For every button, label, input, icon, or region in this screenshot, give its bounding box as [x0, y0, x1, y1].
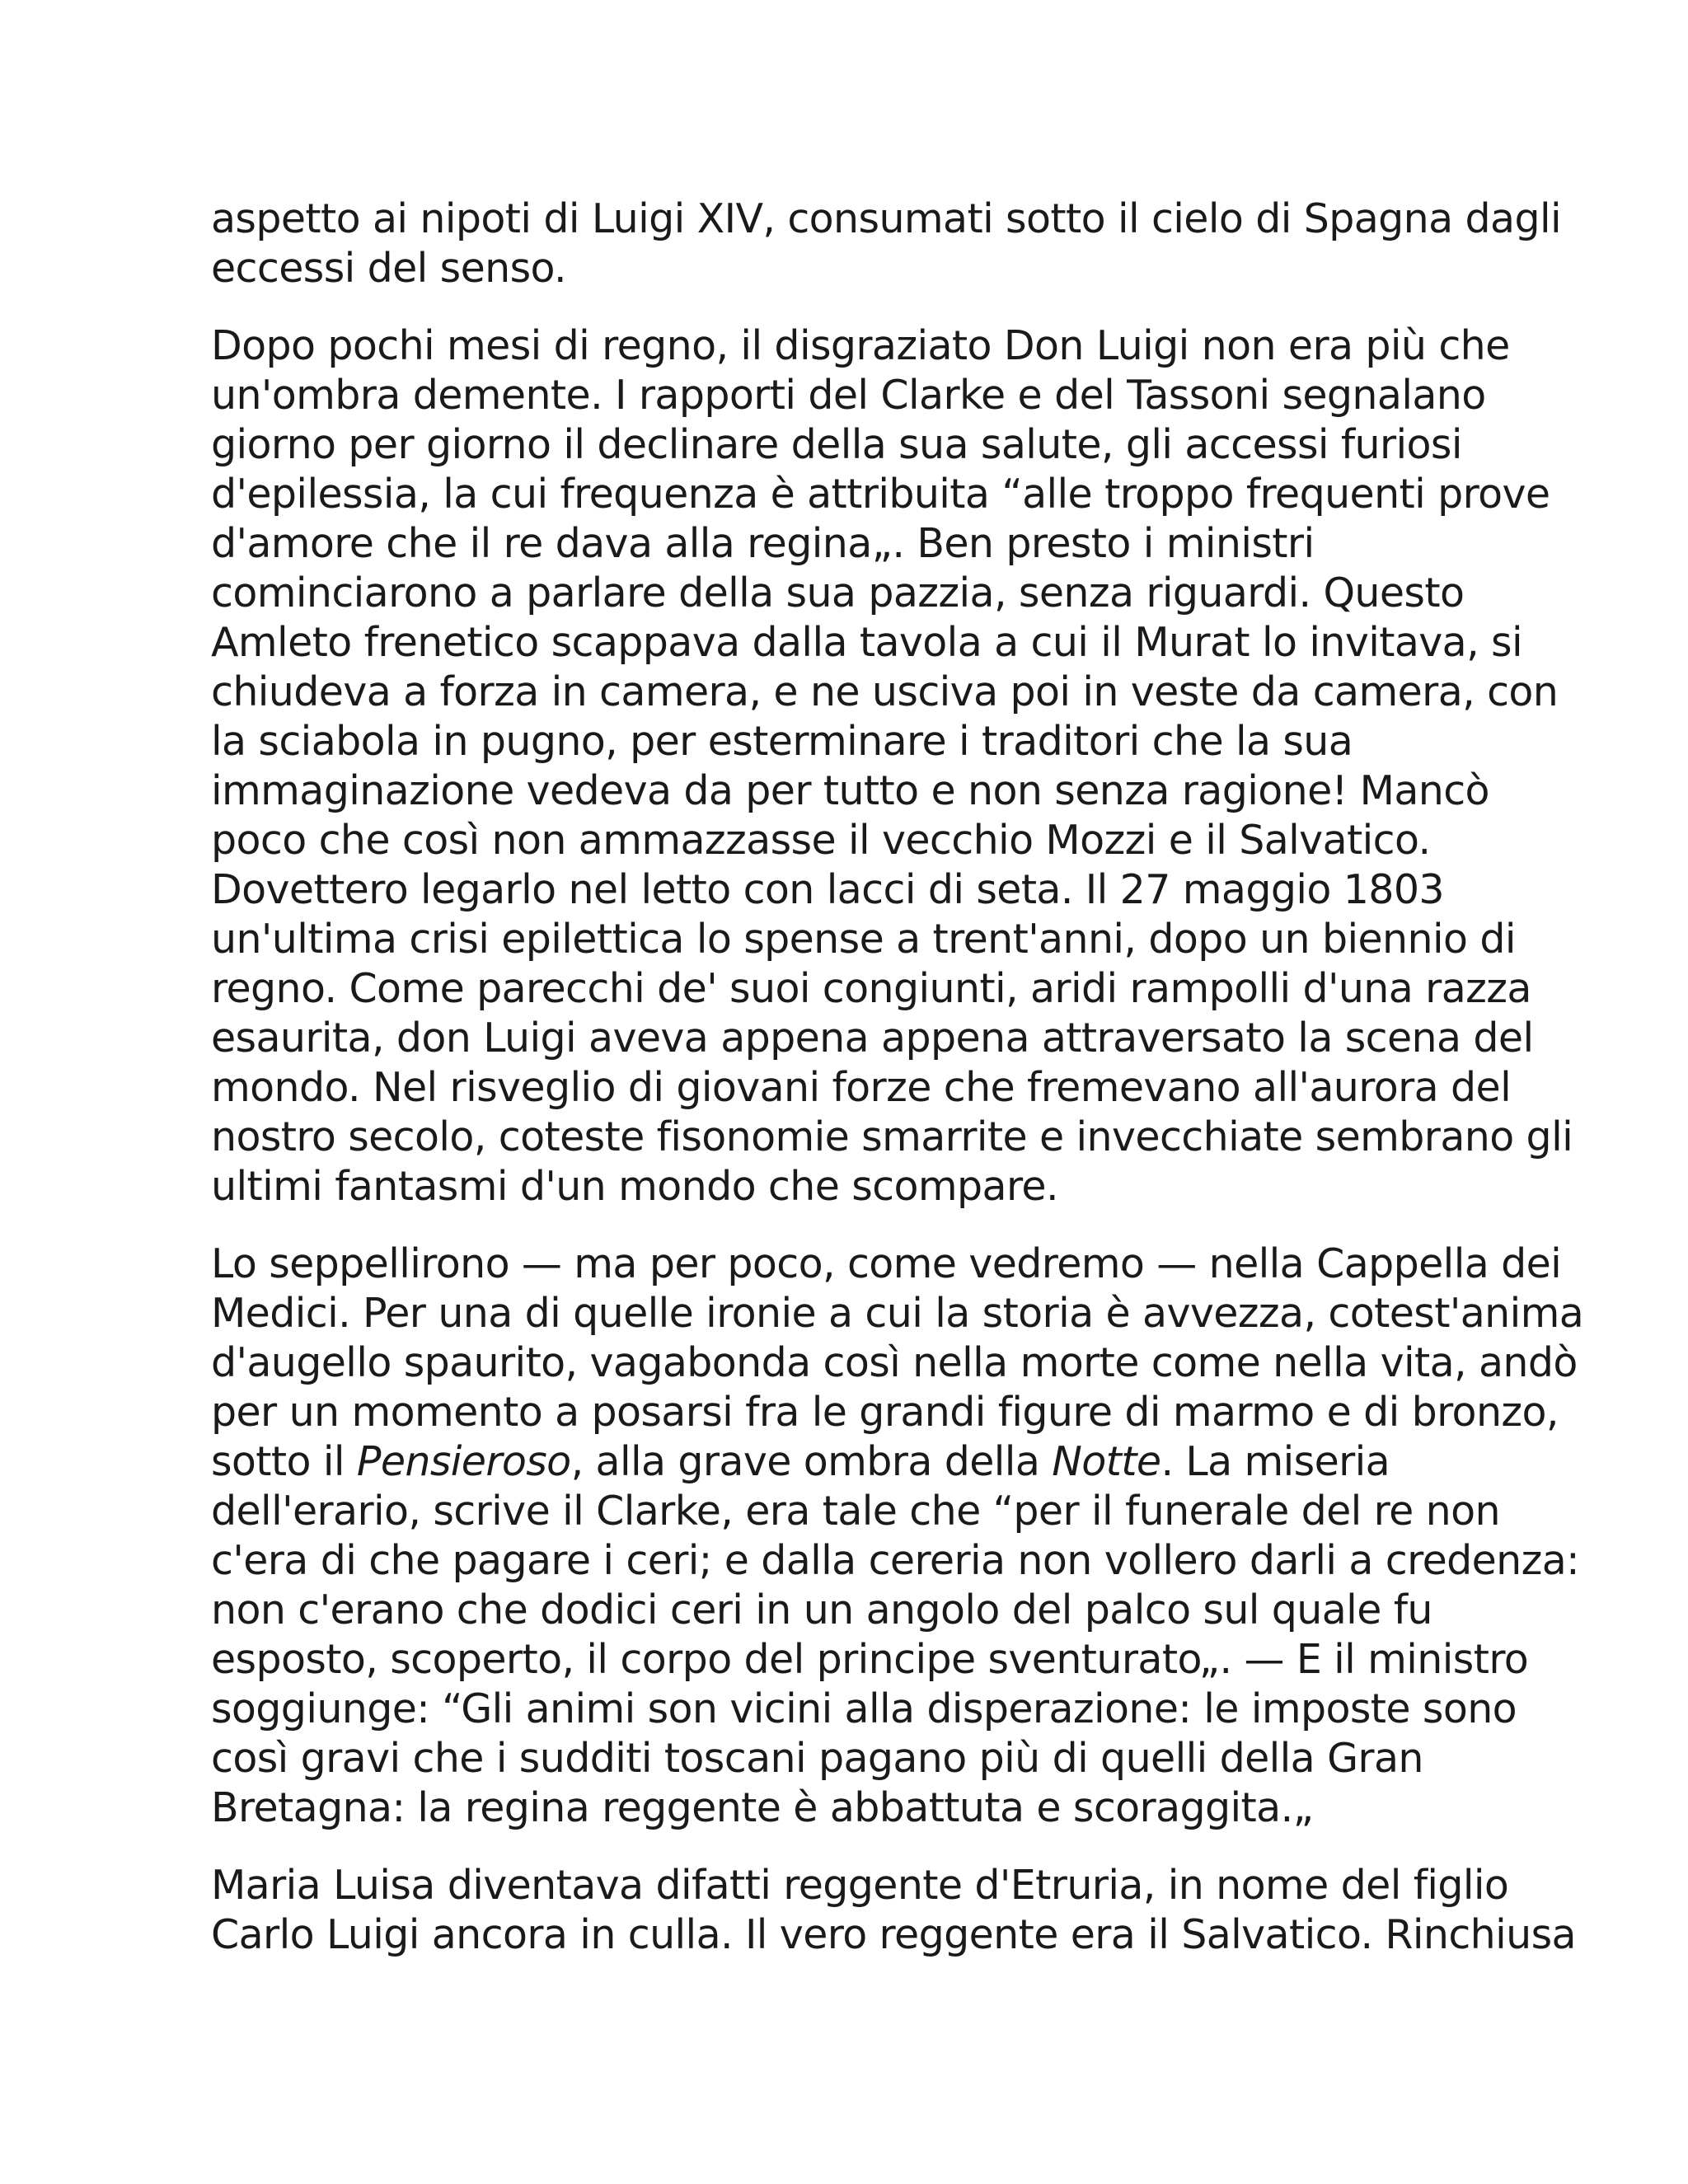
text-line: non c'erano che dodici ceri in un angolo del palco sul quale fu — [211, 1586, 1432, 1633]
text-line: nostro secolo, coteste fisonomie smarrite e invecchiate sembrano gli — [211, 1113, 1573, 1160]
text-line: esposto, scoperto, il corpo del principe sventurato„. — E il ministro — [211, 1636, 1529, 1683]
text-line: un'ombra demente. I rapporti del Clarke e del Tassoni segnalano — [211, 372, 1486, 419]
text-line: chiudeva a forza in camera, e ne usciva poi in veste da camera, con — [211, 668, 1559, 715]
text-line: esaurita, don Luigi aveva appena appena attraversato la scena del — [211, 1015, 1534, 1062]
text-run: . La miseria — [1160, 1438, 1390, 1485]
text-line: Maria Luisa diventava difatti reggente d'Etruria, in nome del figlio — [211, 1862, 1509, 1909]
text-line: Lo seppellirono — ma per poco, come vedremo — nella Cappella dei — [211, 1240, 1562, 1287]
text-line: c'era di che pagare i ceri; e dalla cereria non vollero darli a credenza: — [211, 1537, 1580, 1584]
text-line: Carlo Luigi ancora in culla. Il vero reggente era il Salvatico. Rinchiusa — [211, 1911, 1576, 1958]
paragraph-1 — [211, 194, 1561, 293]
text-line: mondo. Nel risveglio di giovani forze che fremevano all'aurora del — [211, 1064, 1512, 1111]
text-line: d'epilessia, la cui frequenza è attribuita “alle troppo frequenti prove — [211, 471, 1550, 518]
text-line: aspetto ai nipoti di Luigi XIV, consumati sotto il cielo di Spagna dagli — [211, 195, 1561, 242]
text-line: poco che così non ammazzasse il vecchio Mozzi e il Salvatico. — [211, 817, 1431, 864]
paragraph-2 — [211, 321, 1573, 1212]
text-line: Bretagna: la regina reggente è abbattuta e scoraggita.„ — [211, 1784, 1314, 1831]
text-line: d'amore che il re dava alla regina„. Ben presto i ministri — [211, 520, 1315, 567]
text-line: per un momento a posarsi fra le grandi figure di marmo e di bronzo, — [211, 1389, 1559, 1436]
text-line: cominciarono a parlare della sua pazzia, senza riguardi. Questo — [211, 569, 1465, 616]
text-line: soggiunge: “Gli animi son vicini alla disperazione: le imposte sono — [211, 1685, 1517, 1732]
text-line: immaginazione vedeva da per tutto e non senza ragione! Mancò — [211, 767, 1489, 814]
text-line-with-italics — [211, 1437, 1497, 1487]
text-line: ultimi fantasmi d'un mondo che scompare. — [211, 1163, 1058, 1210]
text-line: d'augello spaurito, vagabonda così nella morte come nella vita, andò — [211, 1339, 1578, 1386]
text-line: Medici. Per una di quelle ironie a cui la storia è avvezza, cotest'anima — [211, 1290, 1584, 1337]
text-line: Dovettero legarlo nel letto con lacci di seta. Il 27 maggio 1803 — [211, 866, 1445, 913]
italic-title-pensieroso: Pensieroso — [356, 1438, 571, 1485]
text-line: giorno per giorno il declinare della sua salute, gli accessi furiosi — [211, 421, 1462, 468]
text-line: un'ultima crisi epilettica lo spense a trent'anni, dopo un biennio di — [211, 916, 1516, 963]
paragraph-4 — [211, 1861, 1576, 1960]
text-run: , alla grave ombra della — [570, 1438, 1053, 1485]
text-line: Dopo pochi mesi di regno, il disgraziato Don Luigi non era più che — [211, 322, 1510, 369]
italic-title-notte: Notte — [1052, 1438, 1161, 1485]
text-line: regno. Come parecchi de' suoi congiunti, aridi rampolli d'una razza — [211, 965, 1531, 1012]
text-line: eccessi del senso. — [211, 245, 567, 292]
text-run: sotto il — [211, 1438, 357, 1485]
text-line: la sciabola in pugno, per esterminare i traditori che la sua — [211, 718, 1353, 765]
text-line: Amleto frenetico scappava dalla tavola a cui il Murat lo invitava, si — [211, 619, 1522, 666]
document-page — [211, 194, 1584, 1988]
text-line: dell'erario, scrive il Clarke, era tale che “per il funerale del re non — [211, 1488, 1500, 1535]
paragraph-3 — [211, 1240, 1584, 1833]
text-line: così gravi che i sudditi toscani pagano più di quelli della Gran — [211, 1735, 1423, 1782]
